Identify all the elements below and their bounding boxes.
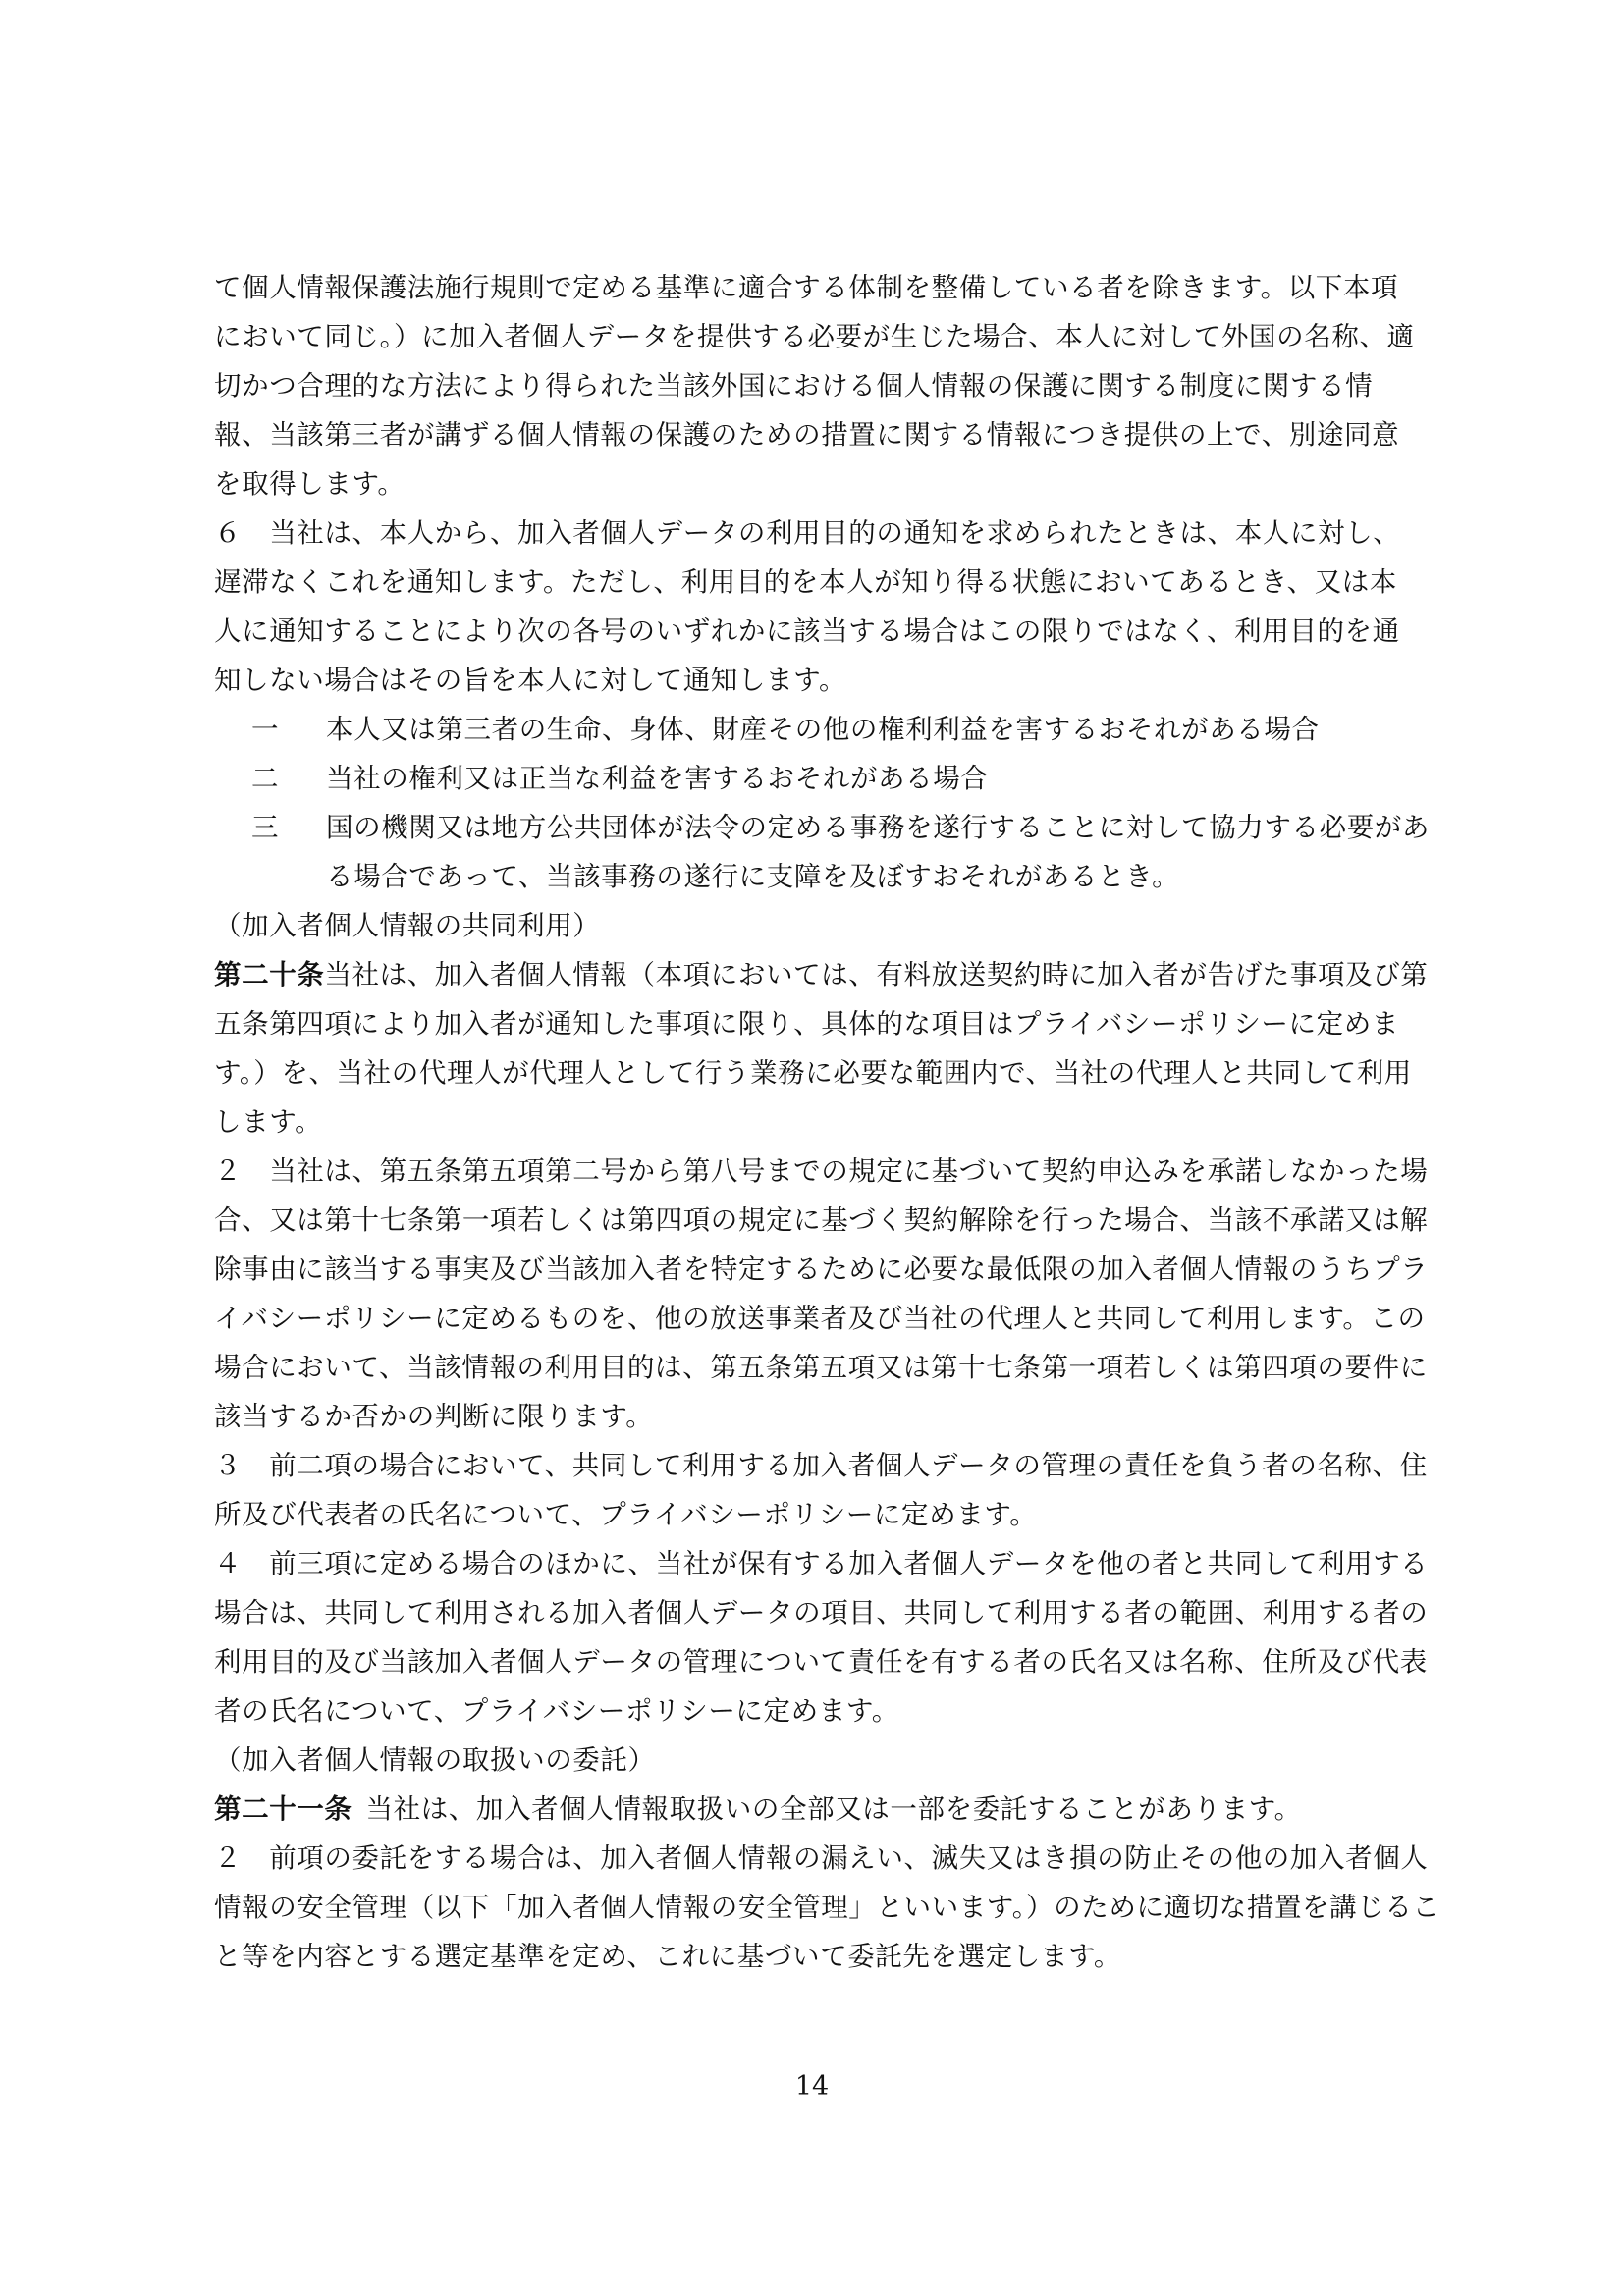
item-number: 三: [251, 812, 280, 843]
article-20-line: 五条第四項により加入者が通知した事項に限り、具体的な項目はプライバシーポリシーに定めま: [214, 1008, 1399, 1040]
list-item: [214, 803, 1483, 852]
article-21-label: 第二十一条: [214, 1793, 352, 1825]
text-line: て個人情報保護法施行規則で定める基準に適合する体制を整備している者を除きます。以下本項: [214, 272, 1399, 303]
article-20-line: 合、又は第十七条第一項若しくは第四項の規定に基づく契約解除を行った場合、当該不承諾又は解: [214, 1204, 1429, 1236]
article-20-line: します。: [214, 1106, 323, 1138]
article-21-heading: （加入者個人情報の取扱いの委託）: [214, 1744, 656, 1776]
document-body: [214, 263, 1483, 1981]
text-line: 切かつ合理的な方法により得られた当該外国における個人情報の保護に関する制度に関する情: [214, 370, 1374, 401]
article-21-line: ２ 前項の委託をする場合は、加入者個人情報の漏えい、滅失又はき損の防止その他の加入者個人: [214, 1842, 1429, 1874]
item-number: 二: [251, 763, 280, 794]
article-21-line: と等を内容とする選定基準を定め、これに基づいて委託先を選定します。: [214, 1941, 1121, 1972]
item-text: 本人又は第三者の生命、身体、財産その他の権利利益を害するおそれがある場合: [326, 714, 1320, 745]
article-20-line: 者の氏名について、プライバシーポリシーに定めます。: [214, 1695, 899, 1727]
article-21-first-line: [214, 1785, 1483, 1834]
item-text: 当社の権利又は正当な利益を害するおそれがある場合: [326, 763, 989, 794]
list-item-continuation: る場合であって、当該事務の遂行に支障を及ぼすおそれがあるとき。: [326, 861, 1180, 892]
article-20-line: す。）を、当社の代理人が代理人として行う業務に必要な範囲内で、当社の代理人と共同して利用: [214, 1057, 1412, 1089]
article-20-line: 所及び代表者の氏名について、プライバシーポリシーに定めます。: [214, 1499, 1038, 1530]
list-item: [214, 754, 1483, 803]
paragraph-6-line: 人に通知することにより次の各号のいずれかに該当する場合はこの限りではなく、利用目的を通: [214, 615, 1400, 647]
page-number: 14: [794, 2071, 830, 2102]
item-text: 国の機関又は地方公共団体が法令の定める事務を遂行することに対して協力する必要があ: [326, 812, 1430, 843]
article-20-line: イバシーポリシーに定めるものを、他の放送事業者及び当社の代理人と共同して利用します。この: [214, 1303, 1426, 1334]
text-line: を取得します。: [214, 468, 406, 500]
list-item: [214, 705, 1483, 754]
article-20-line: 場合は、共同して利用される加入者個人データの項目、共同して利用する者の範囲、利用する者の: [214, 1597, 1429, 1629]
text-line: において同じ。）に加入者個人データを提供する必要が生じた場合、本人に対して外国の名称、適: [214, 321, 1415, 352]
text-line: 報、当該第三者が講ずる個人情報の保護のための措置に関する情報につき提供の上で、別途同意: [214, 419, 1400, 451]
item-number: 一: [251, 714, 280, 745]
paragraph-6-line: ６ 当社は、本人から、加入者個人データの利用目的の通知を求められたときは、本人に対し、: [214, 517, 1401, 549]
article-20-first-line: [214, 950, 1483, 999]
article-20-text: 当社は、加入者個人情報（本項においては、有料放送契約時に加入者が告げた事項及び第: [324, 959, 1429, 990]
article-20-line: 該当するか否かの判断に限ります。: [214, 1401, 654, 1432]
article-20-heading: （加入者個人情報の共同利用）: [214, 910, 601, 941]
paragraph-6-line: 遅滞なくこれを通知します。ただし、利用目的を本人が知り得る状態においてあるとき、又は本: [214, 566, 1397, 598]
paragraph-6-line: 知しない場合はその旨を本人に対して通知します。: [214, 665, 847, 696]
article-20-line: 除事由に該当する事実及び当該加入者を特定するために必要な最低限の加入者個人情報のうちプラ: [214, 1254, 1429, 1285]
article-21-text: 当社は、加入者個人情報取扱いの全部又は一部を委託することがあります。: [365, 1793, 1302, 1825]
article-20-label: 第二十条: [214, 959, 325, 990]
article-20-line: ４ 前三項に定める場合のほかに、当社が保有する加入者個人データを他の者と共同して利用する: [214, 1548, 1429, 1579]
article-20-line: 場合において、当該情報の利用目的は、第五条第五項又は第十七条第一項若しくは第四項の要件に: [214, 1352, 1428, 1383]
article-21-line: 情報の安全管理（以下「加入者個人情報の安全管理」といいます。）のために適切な措置を講じるこ: [214, 1892, 1440, 1923]
article-20-line: ３ 前二項の場合において、共同して利用する加入者個人データの管理の責任を負う者の名称、住: [214, 1450, 1428, 1481]
article-20-line: ２ 当社は、第五条第五項第二号から第八号までの規定に基づいて契約申込みを承諾しなかった場: [214, 1155, 1429, 1187]
article-20-line: 利用目的及び当該加入者個人データの管理について責任を有する者の氏名又は名称、住所及び代表: [214, 1646, 1428, 1678]
